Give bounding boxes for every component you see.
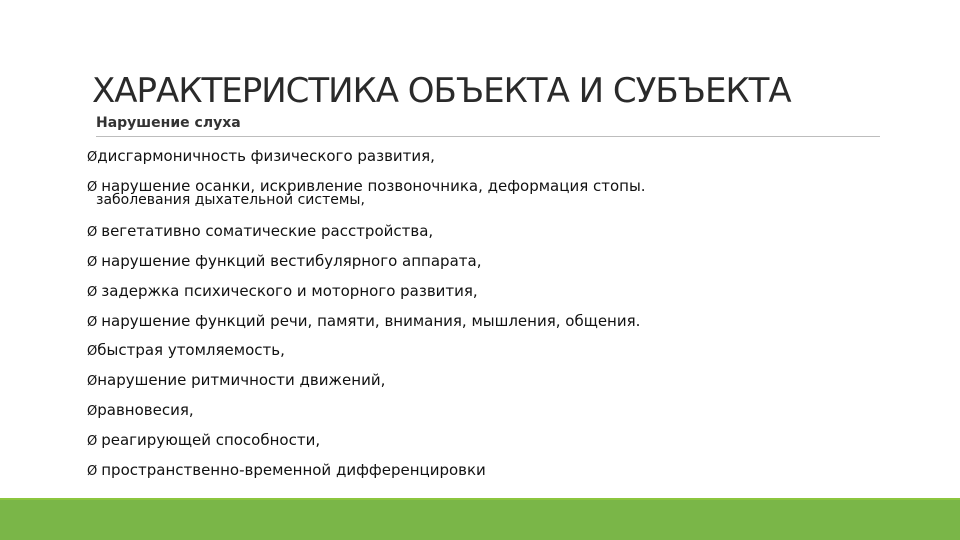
footer-accent-bar	[0, 498, 960, 540]
bullet-item-6	[87, 312, 640, 332]
bullet-item-5	[87, 282, 478, 302]
bullet-item-4	[87, 252, 481, 272]
bullet-text: нарушение осанки, искривление позвоночника, деформация стопы.	[101, 177, 646, 195]
bullet-text: пространственно-временной дифференцировки	[101, 461, 486, 479]
arrow-bullet-icon: Ø	[87, 404, 98, 419]
arrow-bullet-icon: Ø	[87, 150, 98, 165]
arrow-bullet-icon: Ø	[87, 255, 98, 270]
bullet-continuation-text: заболевания дыхательной системы,	[96, 192, 365, 208]
bullet-item-11	[87, 461, 486, 481]
bullet-text: задержка психического и моторного развития,	[101, 282, 478, 300]
bullet-text: нарушение ритмичности движений,	[97, 371, 386, 389]
bullet-text: быстрая утомляемость,	[97, 341, 285, 359]
arrow-bullet-icon: Ø	[87, 344, 98, 359]
bullet-text: дисгармоничность физического развития,	[97, 147, 435, 165]
bullet-text: нарушение функций речи, памяти, внимания, мышления, общения.	[101, 312, 641, 330]
bullet-item-1	[87, 147, 435, 167]
arrow-bullet-icon: Ø	[87, 285, 98, 300]
arrow-bullet-icon: Ø	[87, 374, 98, 389]
divider-line	[96, 136, 880, 137]
bullet-item-3	[87, 222, 433, 242]
bullet-text: вегетативно соматические расстройства,	[101, 222, 434, 240]
slide-title: ХАРАКТЕРИСТИКА ОБЪЕКТА И СУБЪЕКТА	[92, 70, 791, 111]
bullet-item-9	[87, 401, 194, 421]
bullet-text: реагирующей способности,	[101, 431, 321, 449]
bullet-item-7	[87, 341, 285, 361]
arrow-bullet-icon: Ø	[87, 180, 98, 195]
arrow-bullet-icon: Ø	[87, 464, 98, 479]
section-subtitle: Нарушение слуха	[96, 115, 241, 131]
bullet-item-8	[87, 371, 385, 391]
arrow-bullet-icon: Ø	[87, 315, 98, 330]
footer-accent-line	[0, 498, 960, 500]
arrow-bullet-icon: Ø	[87, 225, 98, 240]
arrow-bullet-icon: Ø	[87, 434, 98, 449]
bullet-text: равновесия,	[97, 401, 194, 419]
bullet-text: нарушение функций вестибулярного аппарата,	[101, 252, 482, 270]
bullet-item-10	[87, 431, 320, 451]
